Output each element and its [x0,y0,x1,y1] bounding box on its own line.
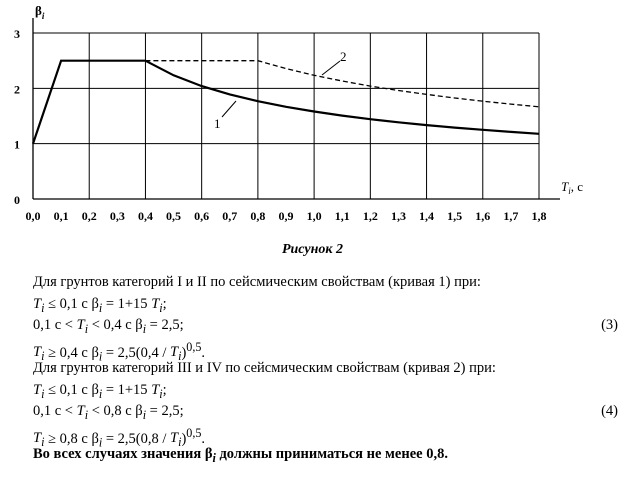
x-tick-label: 0,5 [166,209,182,223]
tick-labels [14,27,547,223]
x-tick-label: 1,8 [531,209,547,223]
series-lines [33,61,539,144]
x-tick-label: 1,5 [447,209,463,223]
equation-number-4: (4) [601,403,618,419]
formula-2a: $T_i \le 0,1$ с $\beta_i = 1+15$ $T_i$; [33,381,167,401]
series-line-2 [145,61,539,107]
x-tick-label: 0,2 [81,209,97,223]
x-tick-label: 0,9 [278,209,294,223]
y-tick-label: 2 [14,82,20,97]
x-tick-label: 1,1 [334,209,350,223]
axis-and-series-labels [35,3,583,196]
series-label-2: 2 [340,49,347,64]
intro-curve-1: Для грунтов категорий I и II по сейсмическим свойствам (кривая 1) при: [33,274,481,290]
formula-2b: 0,1 $с < T_i < 0,8$ с $\beta_i = 2,5$; (4) [33,403,618,422]
formula-1b: 0,1 $с < T_i < 0,4$ с $\beta_i = 2,5$; (3) [33,317,618,336]
intro-curve-2: Для грунтов категорий III и IV по сейсмическим свойствам (кривая 2) при: [33,360,496,376]
y-tick-label: 1 [14,137,20,152]
x-tick-label: 0,4 [137,209,153,223]
series-label-1: 1 [214,116,221,131]
y-tick-label: 3 [14,27,20,41]
x-tick-label: 0,0 [25,209,41,223]
x-tick-label: 1,0 [306,209,322,223]
formula-2c: $T_i \ge 0,8$ с $\beta_i = 2,5(0,8 / T_i)^{0,5}$. [33,425,206,450]
x-tick-label: 1,3 [390,209,406,223]
equation-number-3: (3) [601,317,618,333]
formula-1c: $T_i \ge 0,4$ с $\beta_i = 2,5(0,4 / T_i)^{0,5}$. [33,339,206,364]
y-tick-label: 0 [14,193,20,207]
chart [0,0,625,240]
formula-text [33,272,618,466]
x-axis-label: $T_i$, с [561,179,584,196]
x-tick-label: 0,7 [222,209,238,223]
x-tick-label: 0,1 [53,209,69,223]
x-tick-label: 0,6 [194,209,210,223]
figure-caption: Рисунок 2 [281,242,344,257]
x-tick-label: 0,8 [250,209,266,223]
note: Во всех случаях значения $\beta_i$ должны приниматься не менее 0,8. [33,446,448,465]
series-line-1 [33,61,539,144]
x-tick-label: 1,4 [419,209,435,223]
x-tick-label: 1,6 [475,209,491,223]
x-tick-label: 1,2 [362,209,378,223]
y-axis-label: $\beta_i$ [35,3,45,21]
leader-line-1 [222,101,236,117]
leader-line-2 [322,61,340,75]
x-tick-label: 1,7 [503,209,519,223]
formula-1a: $T_i \le 0,1$ с $\beta_i = 1+15$ $T_i$; [33,295,167,315]
x-tick-label: 0,3 [109,209,125,223]
